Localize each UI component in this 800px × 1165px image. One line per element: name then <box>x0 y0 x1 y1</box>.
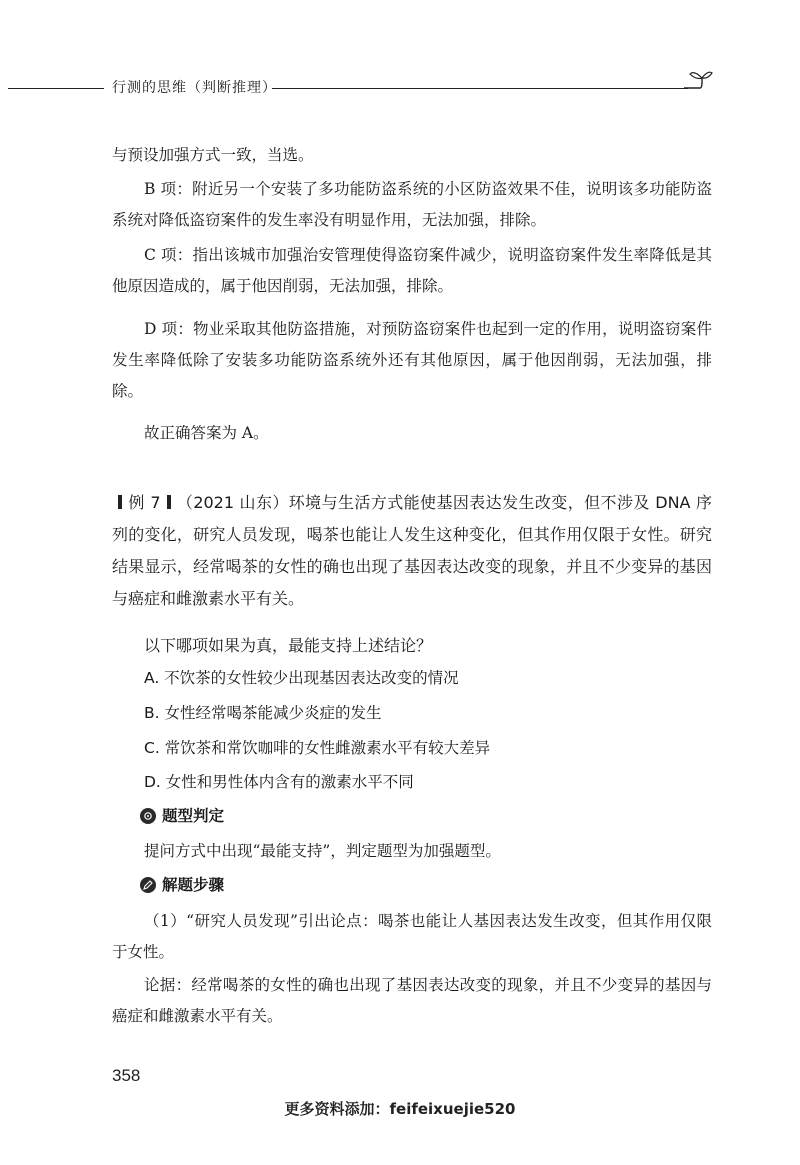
steps-section-heading <box>140 872 224 898</box>
type-section-title: 题型判定 <box>162 807 225 825</box>
option-b: B. 女性经常喝茶能减少炎症的发生 <box>144 704 382 722</box>
pencil-icon <box>140 877 156 893</box>
label-bar-left <box>118 495 122 509</box>
correct-answer-text: 故正确答案为 A。 <box>144 424 269 442</box>
header-title: 行测的思维（判断推理） <box>112 80 277 96</box>
gear-icon <box>140 808 156 824</box>
option-a: A. 不饮茶的女性较少出现基因表达改变的情况 <box>144 669 459 687</box>
example-question <box>112 487 712 615</box>
footer-note: 更多资料添加：feifeixuejie520 <box>284 1100 516 1118</box>
example-label: 例 7 <box>128 493 161 512</box>
answer-conclusion-text: 与预设加强方式一致，当选。 <box>112 146 314 164</box>
page-number: 358 <box>112 1066 141 1085</box>
running-header <box>0 70 800 100</box>
header-rule-left <box>8 88 104 89</box>
option-d-analysis: D 项：物业采取其他防盗措施，对预防盗窃案件也起到一定的作用，说明盗窃案件发生率降低除了安装多功能防盗系统外还有其他原因，属于他因削弱，无法加强，排除。 <box>112 320 712 400</box>
example-body: （2021 山东）环境与生活方式能使基因表达发生改变，但不涉及 DNA 序列的变化，研究人员发现，喝茶也能让人发生这种变化，但其作用仅限于女性。研究结果显示，经常喝茶的女性的确也出现了基因表达改变的现象，并且不少变异的基因与癌症和雌激素水平有关。 <box>112 493 712 608</box>
step-one-text: （1）“研究人员发现”引出论点：喝茶也能让人基因表达发生改变，但其作用仅限于女性。 <box>112 912 712 961</box>
option-d: D. 女性和男性体内含有的激素水平不同 <box>144 773 414 791</box>
type-section-heading <box>140 803 224 829</box>
label-bar-right <box>167 495 171 509</box>
evidence-text: 论据：经常喝茶的女性的确也出现了基因表达改变的现象，并且不少变异的基因与癌症和雌激素水平有关。 <box>112 976 712 1025</box>
header-rule-right <box>272 88 688 89</box>
option-c: C. 常饮茶和常饮咖啡的女性雌激素水平有较大差异 <box>144 739 491 757</box>
type-section-text: 提问方式中出现“最能支持”，判定题型为加强题型。 <box>144 842 501 860</box>
option-b-analysis: B 项：附近另一个安装了多功能防盗系统的小区防盗效果不佳，说明该多功能防盗系统对降低盗窃案件的发生率没有明显作用，无法加强，排除。 <box>112 180 712 229</box>
option-c-analysis: C 项：指出该城市加强治安管理使得盗窃案件减少，说明盗窃案件发生率降低是其他原因造成的，属于他因削弱，无法加强，排除。 <box>112 246 712 295</box>
sprout-icon <box>680 68 714 94</box>
steps-section-title: 解题步骤 <box>162 876 225 894</box>
question-prompt: 以下哪项如果为真，最能支持上述结论？ <box>144 636 433 655</box>
